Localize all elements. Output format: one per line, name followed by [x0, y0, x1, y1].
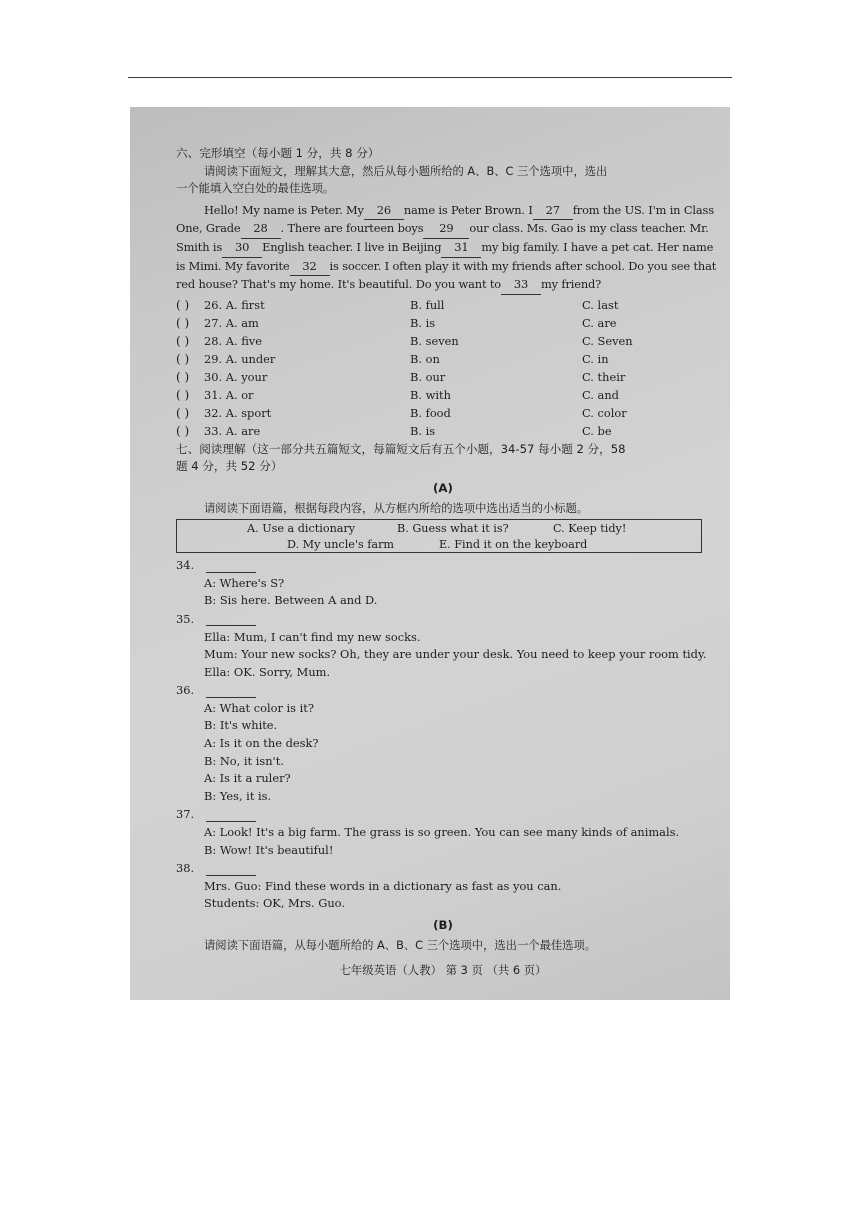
section7-title: 七、阅读理解（这一部分共五篇短文，每篇短文后有五个小题，34-57 每小题 2 分，58 — [176, 441, 626, 456]
option-row: ( ) 30. A. your B. our C. their — [176, 369, 710, 387]
answer-blank[interactable] — [206, 809, 256, 822]
passage-line: is Mimi. My favorite 32 is soccer. I often play it with my friends after school. Do you see that — [176, 258, 710, 277]
answer-paren[interactable]: ( ) — [176, 423, 190, 438]
answer-blank[interactable] — [206, 560, 256, 573]
part-b-heading: (B) — [433, 918, 453, 932]
blank-28[interactable]: 28 — [241, 220, 281, 239]
question-34: 34. A: Where's S? B: Sis here. Between A and D. — [176, 558, 378, 608]
part-b-instruction: 请阅读下面语篇，从每小题所给的 A、B、C 三个选项中，选出一个最佳选项。 — [204, 938, 597, 952]
blank-26[interactable]: 26 — [364, 202, 404, 221]
answer-blank[interactable] — [206, 613, 256, 626]
answer-blank[interactable] — [206, 863, 256, 876]
option-row: ( ) 26. A. first B. full C. last — [176, 297, 710, 315]
page-footer: 七年级英语（人教） 第 3 页 （共 6 页） — [339, 963, 547, 978]
answer-paren[interactable]: ( ) — [176, 387, 190, 402]
cloze-options — [176, 297, 710, 441]
option-row: ( ) 27. A. am B. is C. are — [176, 315, 710, 333]
option-row: ( ) 28. A. five B. seven C. Seven — [176, 333, 710, 351]
question-37: 37. A: Look! It's a big farm. The grass is so green. You can see many kinds of animals. B: Wow! It's beautiful! — [176, 807, 680, 857]
part-a-heading: (A) — [433, 480, 453, 495]
question-38: 38. Mrs. Guo: Find these words in a dictionary as fast as you can. Students: OK, Mrs. Guo. — [176, 861, 562, 911]
blank-27[interactable]: 27 — [533, 202, 573, 221]
answer-paren[interactable]: ( ) — [176, 405, 190, 420]
option-row: ( ) 31. A. or B. with C. and — [176, 387, 710, 405]
blank-32[interactable]: 32 — [290, 258, 330, 277]
answer-paren[interactable]: ( ) — [176, 333, 190, 348]
option-row: ( ) 32. A. sport B. food C. color — [176, 405, 710, 423]
section6-title: 六、完形填空（每小题 1 分，共 8 分） — [176, 146, 380, 160]
blank-29[interactable]: 29 — [423, 220, 469, 239]
exam-page-photo — [130, 107, 730, 1000]
box-option-b: B. Guess what it is? — [397, 522, 509, 536]
answer-blank[interactable] — [206, 685, 256, 698]
answer-paren[interactable]: ( ) — [176, 369, 190, 384]
exam-sheet — [140, 113, 726, 996]
answer-paren[interactable]: ( ) — [176, 315, 190, 330]
question-36: 36. A: What color is it? B: It's white. A: Is it on the desk? B: No, it isn't. A: Is it a ruler? B: Yes, it is. — [176, 683, 319, 803]
passage-line: Smith is 30 English teacher. I live in Beijing 31 my big family. I have a pet cat. Her name — [176, 239, 710, 258]
question-35: 35. Ella: Mum, I can't find my new socks. Mum: Your new socks? Oh, they are under your desk. You need to keep your room tidy. Ella: OK. Sorry, Mum. — [176, 611, 707, 679]
section6-instruction: 请阅读下面短文，理解其大意，然后从每小题所给的 A、B、C 三个选项中，选出 — [204, 164, 608, 178]
section6-instruction-cont: 一个能填入空白处的最佳选项。 — [176, 182, 335, 196]
option-row: ( ) 33. A. are B. is C. be — [176, 423, 710, 441]
passage-line: One, Grade 28 . There are fourteen boys 29 our class. Ms. Gao is my class teacher. Mr. — [176, 220, 710, 239]
blank-33[interactable]: 33 — [501, 276, 541, 295]
option-row: ( ) 29. A. under B. on C. in — [176, 351, 710, 369]
box-option-d: D. My uncle's farm — [287, 538, 395, 552]
part-a-instruction: 请阅读下面语篇，根据每段内容，从方框内所给的选项中选出适当的小标题。 — [204, 501, 589, 515]
blank-31[interactable]: 31 — [441, 239, 481, 258]
box-option-a: A. Use a dictionary — [247, 522, 356, 536]
passage-line: Hello! My name is Peter. My 26 name is Peter Brown. I 27 from the US. I'm in Class — [176, 202, 710, 221]
section7-title-cont: 题 4 分，共 52 分） — [176, 459, 283, 474]
answer-paren[interactable]: ( ) — [176, 351, 190, 366]
passage-line: red house? That's my home. It's beautiful. Do you want to 33 my friend? — [176, 276, 710, 295]
blank-30[interactable]: 30 — [222, 239, 262, 258]
header-rule — [128, 77, 732, 78]
cloze-passage — [176, 202, 717, 295]
answer-paren[interactable]: ( ) — [176, 297, 190, 312]
heading-options-box — [176, 519, 702, 553]
box-option-c: C. Keep tidy! — [553, 522, 627, 536]
box-option-e: E. Find it on the keyboard — [439, 538, 588, 552]
